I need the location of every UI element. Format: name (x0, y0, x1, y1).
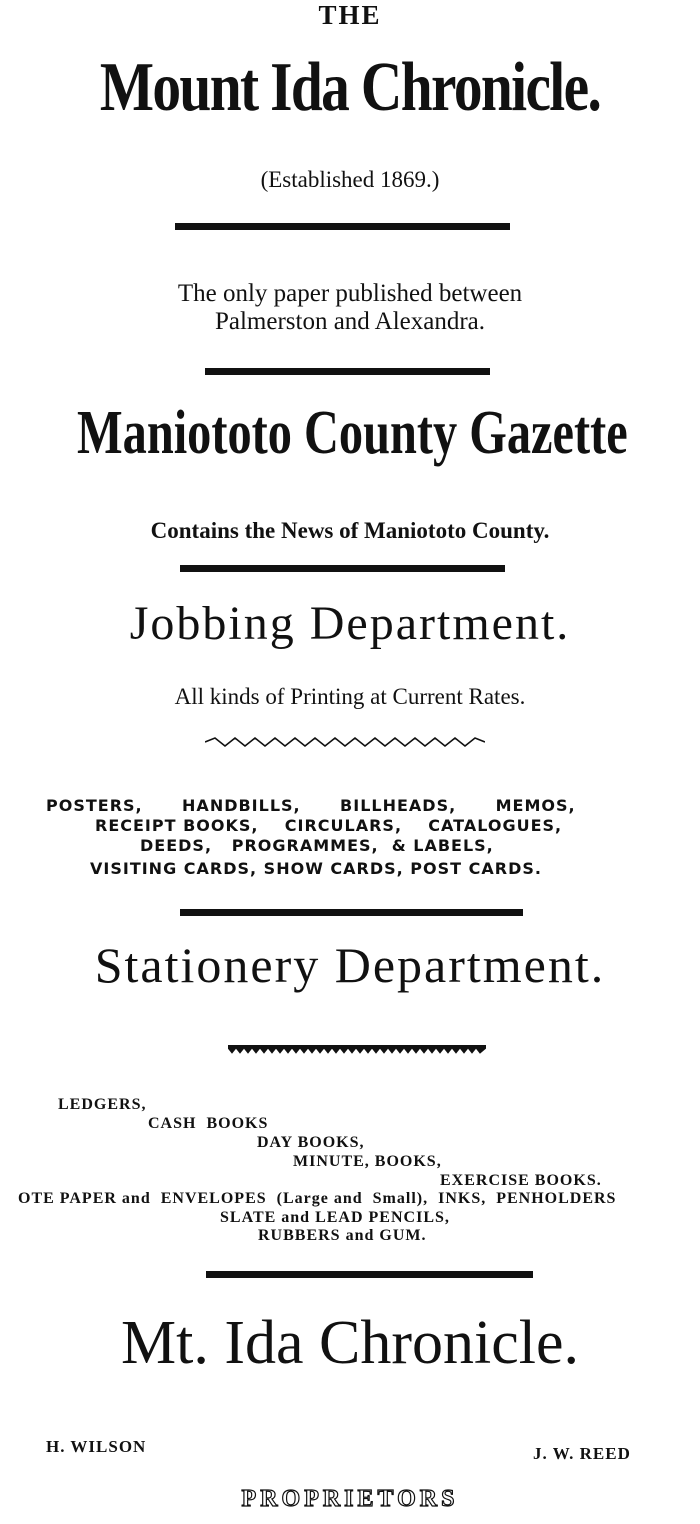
jobbing-line: RECEIPT BOOKS, CIRCULARS, CATALOGUES, (95, 816, 563, 835)
stationery-line: MINUTE, BOOKS, (293, 1153, 442, 1170)
divider-rule (180, 565, 505, 572)
ornament-divider (228, 1044, 486, 1054)
gazette-title: Maniototo County Gazette (77, 399, 628, 467)
divider-rule (205, 368, 490, 375)
divider-rule (206, 1271, 533, 1278)
jobbing-line: DEEDS, PROGRAMMES, & LABELS, (140, 836, 494, 855)
wavy-divider (205, 736, 485, 748)
masthead-title: Mount Ida Chronicle. (99, 49, 601, 126)
stationery-line: RUBBERS and GUM. (258, 1227, 427, 1244)
proprietor-right: J. W. REED (533, 1444, 631, 1463)
stationery-line: CASH BOOKS (148, 1115, 269, 1132)
proprietor-left: H. WILSON (46, 1437, 147, 1456)
stationery-line: DAY BOOKS, (257, 1134, 365, 1151)
stationery-line: EXERCISE BOOKS. (440, 1172, 602, 1189)
tagline (0, 280, 700, 336)
jobbing-line: POSTERS, HANDBILLS, BILLHEADS, MEMOS, (46, 796, 576, 815)
jobbing-subtitle: All kinds of Printing at Current Rates. (174, 684, 526, 709)
tagline-line-1: The only paper published between (177, 280, 523, 307)
tagline-line-2: Palmerston and Alexandra. (214, 308, 486, 335)
proprietors-label: PROPRIETORS (241, 1486, 459, 1512)
established-line: (Established 1869.) (260, 167, 440, 192)
jobbing-title: Jobbing Department. (129, 597, 571, 650)
gazette-subtitle: Contains the News of Maniototo County. (150, 518, 550, 543)
stationery-title: Stationery Department. (94, 937, 606, 993)
jobbing-line: VISITING CARDS, SHOW CARDS, POST CARDS. (90, 859, 542, 878)
divider-rule (180, 909, 523, 916)
masthead-the: THE (318, 0, 382, 30)
stationery-line: SLATE and LEAD PENCILS, (220, 1209, 450, 1226)
stationery-line: LEDGERS, (58, 1096, 147, 1113)
footer-title: Mt. Ida Chronicle. (120, 1309, 579, 1377)
stationery-line: OTE PAPER and ENVELOPES (Large and Small), INKS, PENHOLDERS (18, 1190, 617, 1207)
divider-rule (175, 223, 510, 230)
